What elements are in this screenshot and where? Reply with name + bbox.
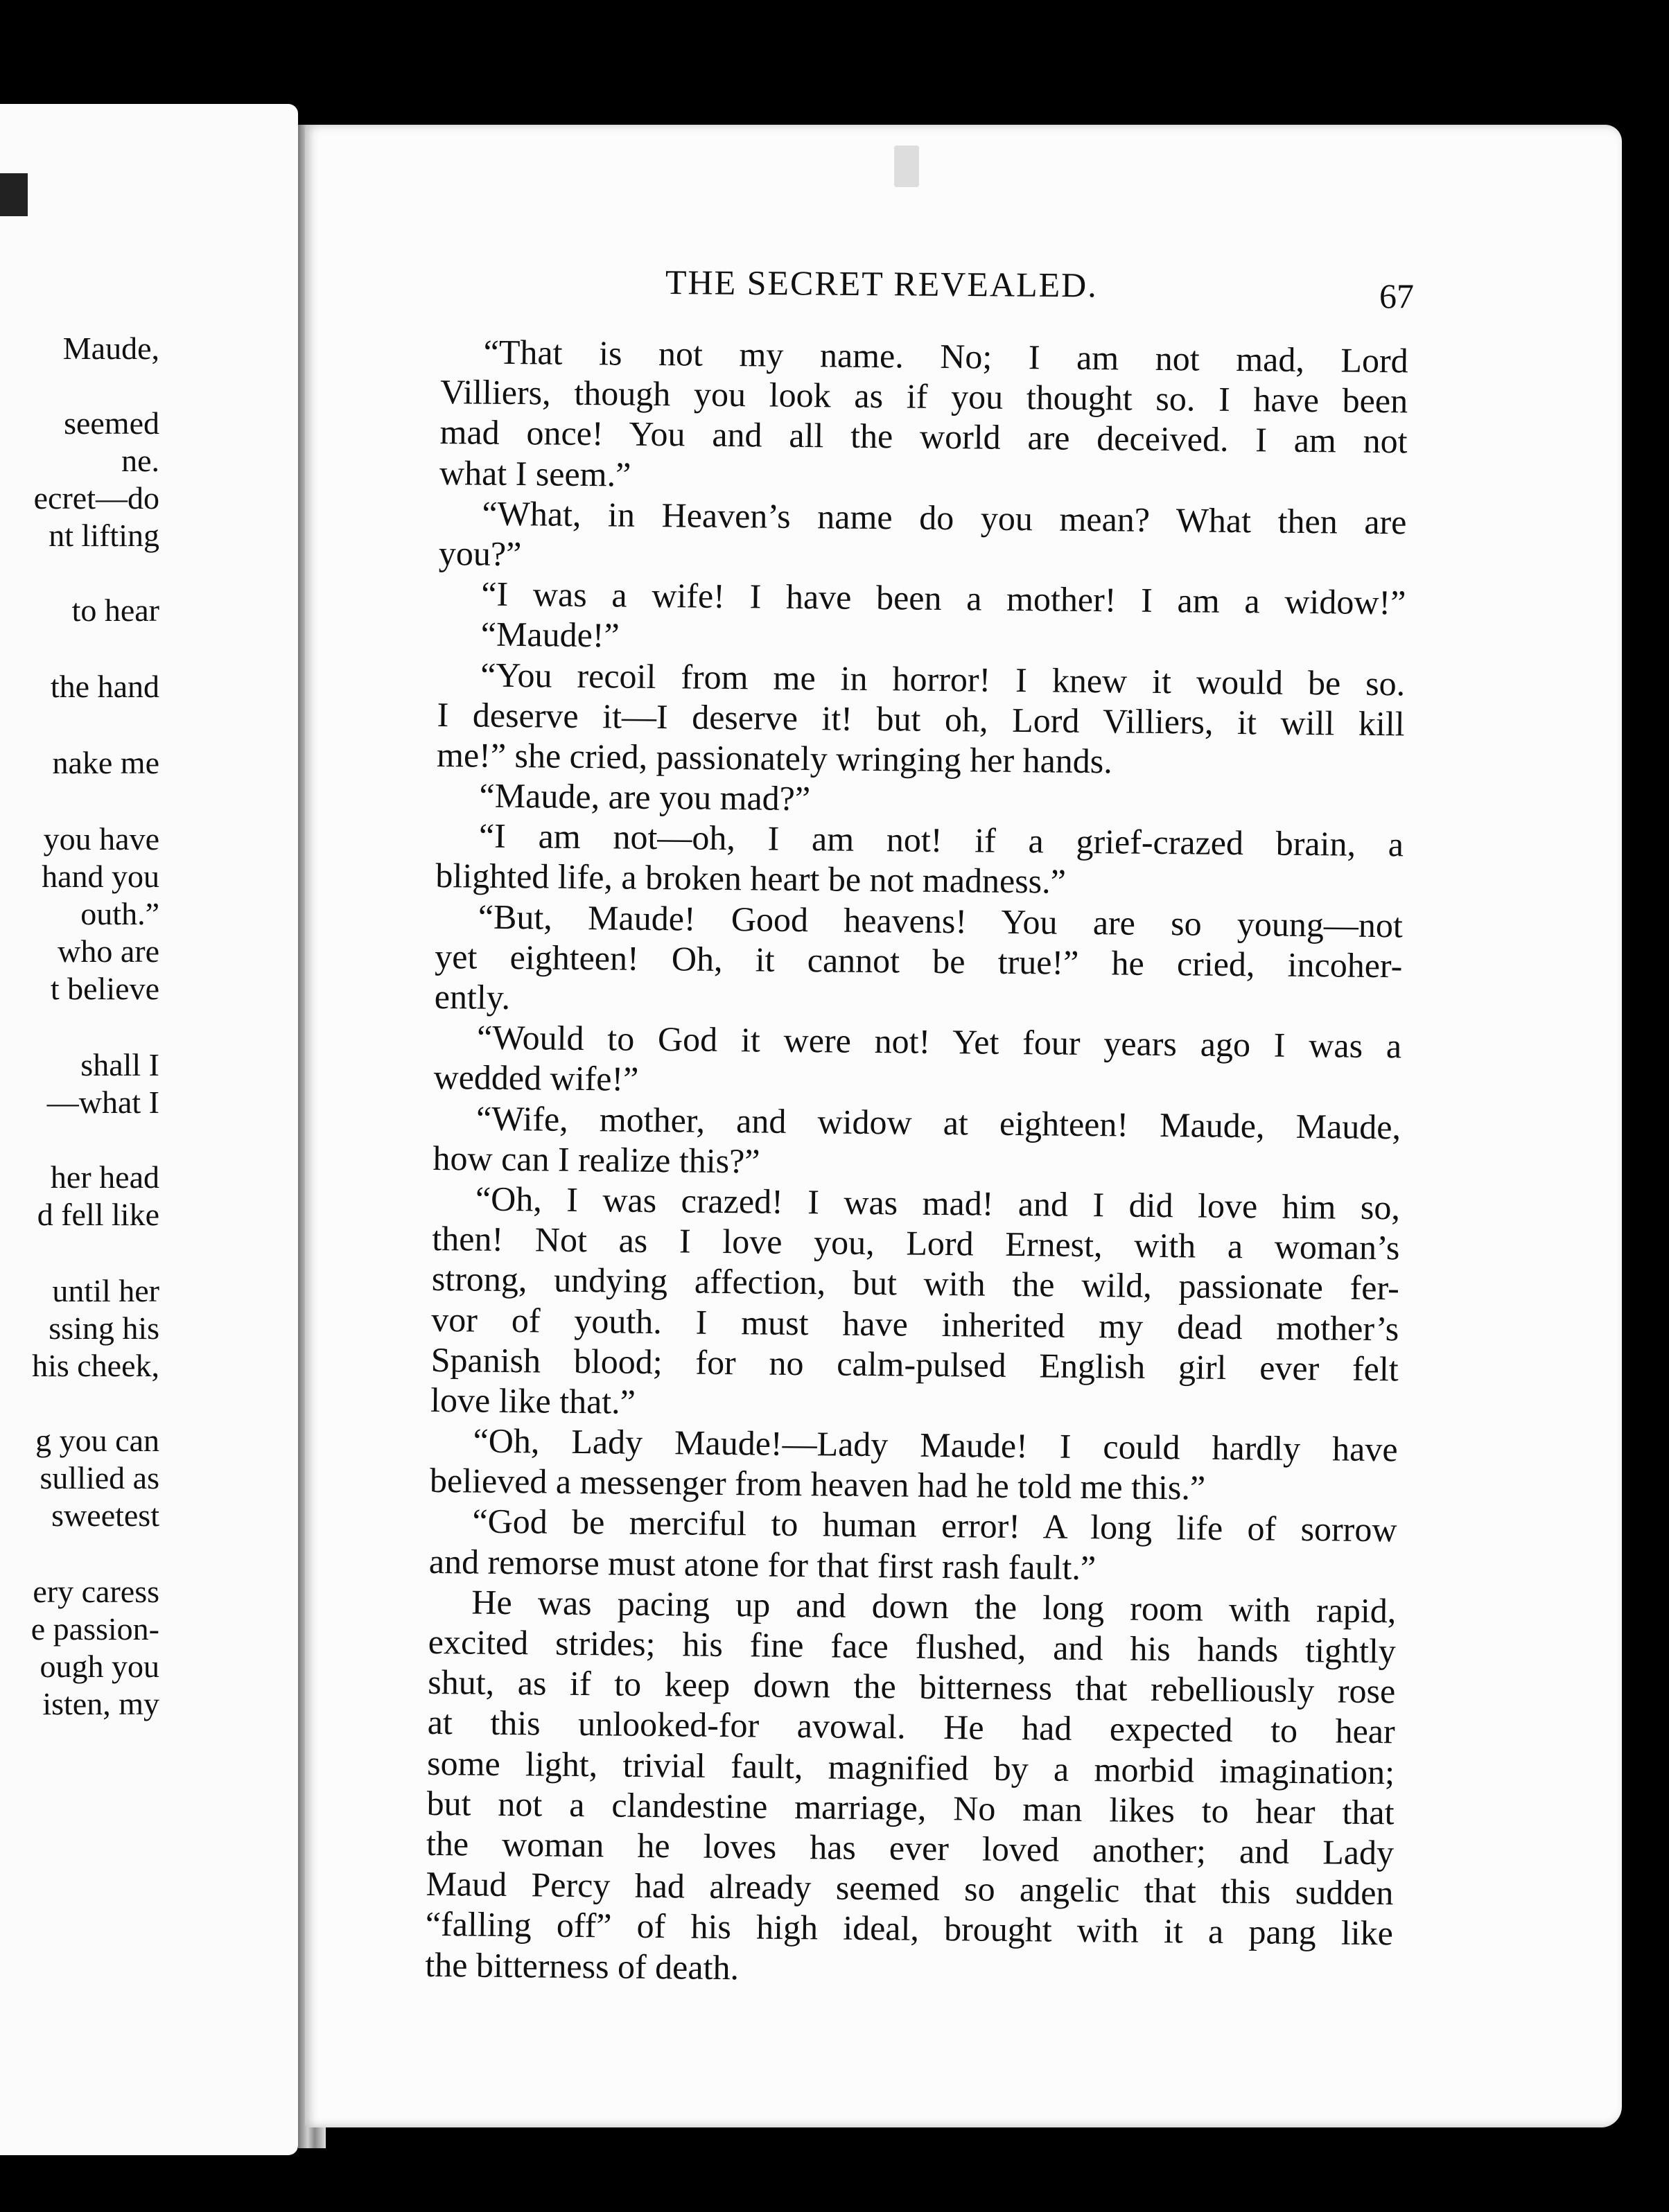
text-line: “I am not—oh, I am not! if a grief-crazed brain, a	[478, 816, 1404, 864]
body-text	[425, 331, 1408, 1994]
text-line: “Wife, mother, and widow at eighteen! Maude, Maude,	[475, 1098, 1401, 1146]
left-page-fragment: d fell like	[37, 1197, 159, 1232]
left-page-fragment: sweetest	[51, 1498, 159, 1533]
text-line: the bitterness of death.	[425, 1945, 740, 1987]
left-page-fragment: until her	[52, 1273, 159, 1308]
text-line: strong, undying affection, but with the wild, passionate fer-	[431, 1259, 1400, 1308]
left-page-fragment: isten, my	[42, 1686, 159, 1721]
left-page-fragment: the hand	[50, 669, 159, 704]
left-page-fragment: ssing his	[49, 1310, 159, 1346]
running-head: THE SECRET REVEALED.	[665, 263, 1098, 305]
text-line: Maud Percy had already seemed so angelic that this sudden	[426, 1864, 1394, 1913]
left-page	[0, 104, 298, 2155]
left-page-fragment: outh.”	[80, 896, 159, 931]
page-number: 67	[1379, 276, 1414, 315]
text-line: He was pacing up and down the long room with rapid,	[471, 1582, 1397, 1631]
page-tab	[0, 173, 28, 216]
left-page-fragment: who are	[58, 933, 159, 969]
text-line: shut, as if to keep down the bitterness that rebelliously rose	[428, 1662, 1396, 1711]
text-line: you?”	[438, 533, 522, 574]
text-line: “God be merciful to human error! A long life of sorrow	[472, 1501, 1397, 1550]
text-line: “Maude!”	[480, 614, 620, 655]
left-page-fragment: seemed	[64, 405, 159, 441]
text-line: how can I realize this?”	[432, 1138, 760, 1181]
left-page-fragment: her head	[50, 1159, 159, 1195]
text-line: Villiers, though you look as if you thought so. I have been	[439, 372, 1408, 421]
left-page-fragment: his cheek,	[32, 1348, 159, 1383]
left-page-fragment: e passion-	[30, 1611, 159, 1647]
left-page-fragment: ough you	[40, 1649, 159, 1684]
text-line: “Maude, are you mad?”	[479, 775, 811, 818]
left-page-fragment: ery caress	[33, 1574, 159, 1609]
text-line: excited strides; his fine face flushed, and his hands tightly	[428, 1622, 1397, 1671]
text-line: “But, Maude! Good heavens! You are so young—not	[478, 897, 1404, 945]
text-line: “That is not my name. No; I am not mad, Lord	[483, 332, 1408, 380]
left-page-fragment: Maude,	[62, 331, 159, 366]
text-line: ently.	[434, 976, 511, 1017]
text-line: mad once! You and all the world are deceived. I am not	[439, 412, 1408, 461]
text-line: and remorse must atone for that first rash fault.”	[428, 1541, 1096, 1587]
left-page-fragment: nt lifting	[49, 518, 159, 553]
left-page-fragment: t believe	[50, 971, 159, 1006]
text-line: “What, in Heaven’s name do you mean? What then are	[482, 493, 1407, 542]
text-line: believed a messenger from heaven had he told me this.”	[429, 1461, 1206, 1507]
left-page-fragment: shall I	[80, 1047, 159, 1082]
left-page-fragment: —what I	[46, 1085, 159, 1120]
text-line: what I seem.”	[439, 453, 631, 494]
text-line: I deserve it—I deserve it! but oh, Lord Villiers, it will kill	[437, 694, 1405, 744]
text-line: “You recoil from me in horror! I knew it would be so.	[480, 655, 1406, 703]
text-line: wedded wife!”	[433, 1057, 639, 1099]
text-line: love like that.”	[430, 1380, 636, 1421]
left-page-fragment: ne.	[121, 443, 159, 478]
left-page-fragment: sullied as	[40, 1460, 159, 1495]
page-blemish	[894, 146, 919, 187]
text-line: but not a clandestine marriage, No man likes to hear that	[426, 1783, 1395, 1832]
text-line: vor of youth. I must have inherited my dead mother’s	[431, 1299, 1399, 1348]
left-page-fragment: to hear	[71, 592, 159, 628]
left-page-fragment: g you can	[35, 1423, 159, 1458]
text-line: then! Not as I love you, Lord Ernest, with a woman’s	[432, 1219, 1400, 1267]
text-line: Spanish blood; for no calm-pulsed English girl ever felt	[430, 1340, 1399, 1389]
left-page-fragment: nake me	[52, 745, 159, 780]
text-line: “Oh, Lady Maude!—Lady Maude! I could hardly have	[473, 1421, 1398, 1469]
text-line: “Oh, I was crazed! I was mad! and I did love him so,	[475, 1179, 1401, 1227]
left-page-fragment: ecret—do	[33, 480, 159, 516]
text-line: “falling off” of his high ideal, brought with it a pang like	[425, 1904, 1394, 1953]
left-page-fragment: you have	[43, 821, 159, 857]
text-line: yet eighteen! Oh, it cannot be true!” he cried, incoher-	[435, 936, 1403, 985]
text-line: at this unlooked-for avowal. He had expected to hear	[427, 1703, 1395, 1751]
text-line: “Would to God it were not! Yet four years ago I was a	[476, 1017, 1402, 1066]
text-line: “I was a wife! I have been a mother! I am a widow!”	[481, 574, 1406, 622]
left-page-fragment: hand you	[42, 859, 159, 894]
text-line: me!” she cried, passionately wringing her hands.	[436, 735, 1113, 781]
text-line: the woman he loves has ever loved another; and Lady	[426, 1823, 1395, 1872]
text-line: some light, trivial fault, magnified by a morbid imagination;	[426, 1743, 1395, 1791]
text-line: blighted life, a broken heart be not madness.”	[435, 856, 1067, 902]
